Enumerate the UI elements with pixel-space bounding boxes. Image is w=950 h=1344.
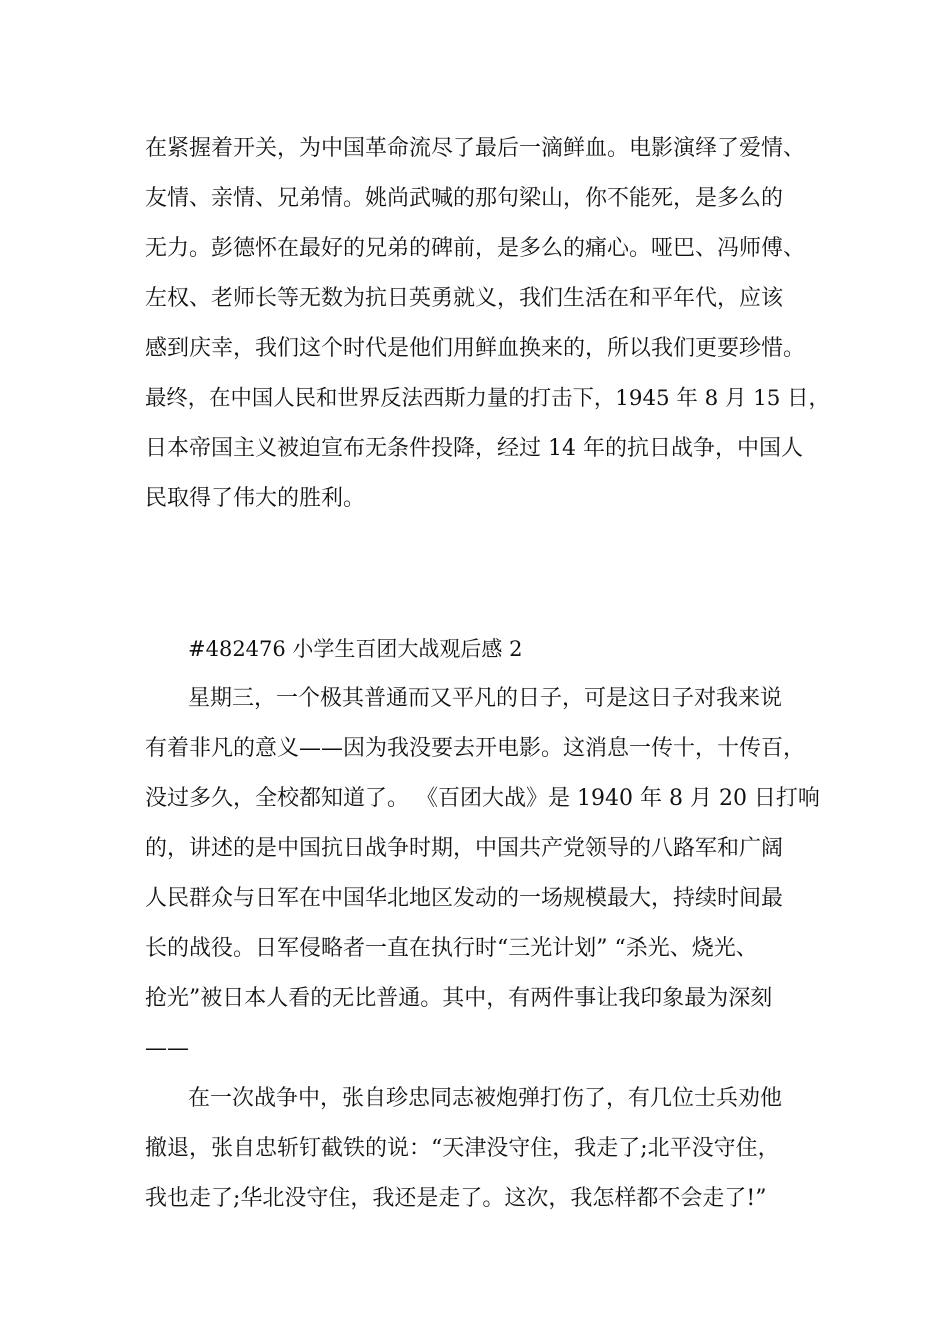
text-line: 在紧握着开关，为中国革命流尽了最后一滴鲜血。电影演绎了爱情、 [145, 136, 806, 161]
text-line: 有着非凡的意义——因为我没要去开电影。这消息一传十，十传百， [145, 736, 806, 761]
text-line: 没过多久，全校都知道了。 《百团大战》是 1940 年 8 月 20 日打响 [145, 786, 820, 811]
text-line: 撤退，张自忠斩钉截铁的说：“天津没守住，我走了;北平没守住， [145, 1136, 780, 1161]
text-line: 人民群众与日军在中国华北地区发动的一场规模最大，持续时间最 [145, 886, 784, 911]
text-line: 在一次战争中，张自珍忠同志被炮弹打伤了，有几位士兵劝他 [188, 1086, 783, 1111]
text-line: 最终，在中国人民和世界反法西斯力量的打击下，1945 年 8 月 15 日， [145, 386, 830, 411]
text-line: 左权、老师长等无数为抗日英勇就义，我们生活在和平年代，应该 [145, 286, 784, 311]
text-line: —— [145, 1036, 189, 1061]
text-line: 长的战役。日军侵略者一直在执行时“三光计划” “杀光、烧光、 [145, 936, 758, 961]
text-line: 星期三，一个极其普通而又平凡的日子，可是这日子对我来说 [188, 686, 783, 711]
section-heading: #482476 小学生百团大战观后感 2 [188, 637, 523, 661]
text-line: 友情、亲情、兄弟情。姚尚武喊的那句梁山，你不能死，是多么的 [145, 186, 784, 211]
text-line: 抢光”被日本人看的无比普通。其中，有两件事让我印象最为深刻 [145, 986, 773, 1011]
text-line: 日本帝国主义被迫宣布无条件投降，经过 14 年的抗日战争，中国人 [145, 436, 803, 461]
text-line: 无力。彭德怀在最好的兄弟的碑前，是多么的痛心。哑巴、冯师傅、 [145, 236, 806, 261]
text-line: 感到庆幸，我们这个时代是他们用鲜血换来的，所以我们更要珍惜。 [145, 336, 806, 361]
text-line: 我也走了;华北没守住，我还是走了。这次，我怎样都不会走了!” [145, 1186, 767, 1211]
text-line: 民取得了伟大的胜利。 [145, 486, 366, 511]
text-line: 的，讲述的是中国抗日战争时期，中国共产党领导的八路军和广阔 [145, 836, 784, 861]
